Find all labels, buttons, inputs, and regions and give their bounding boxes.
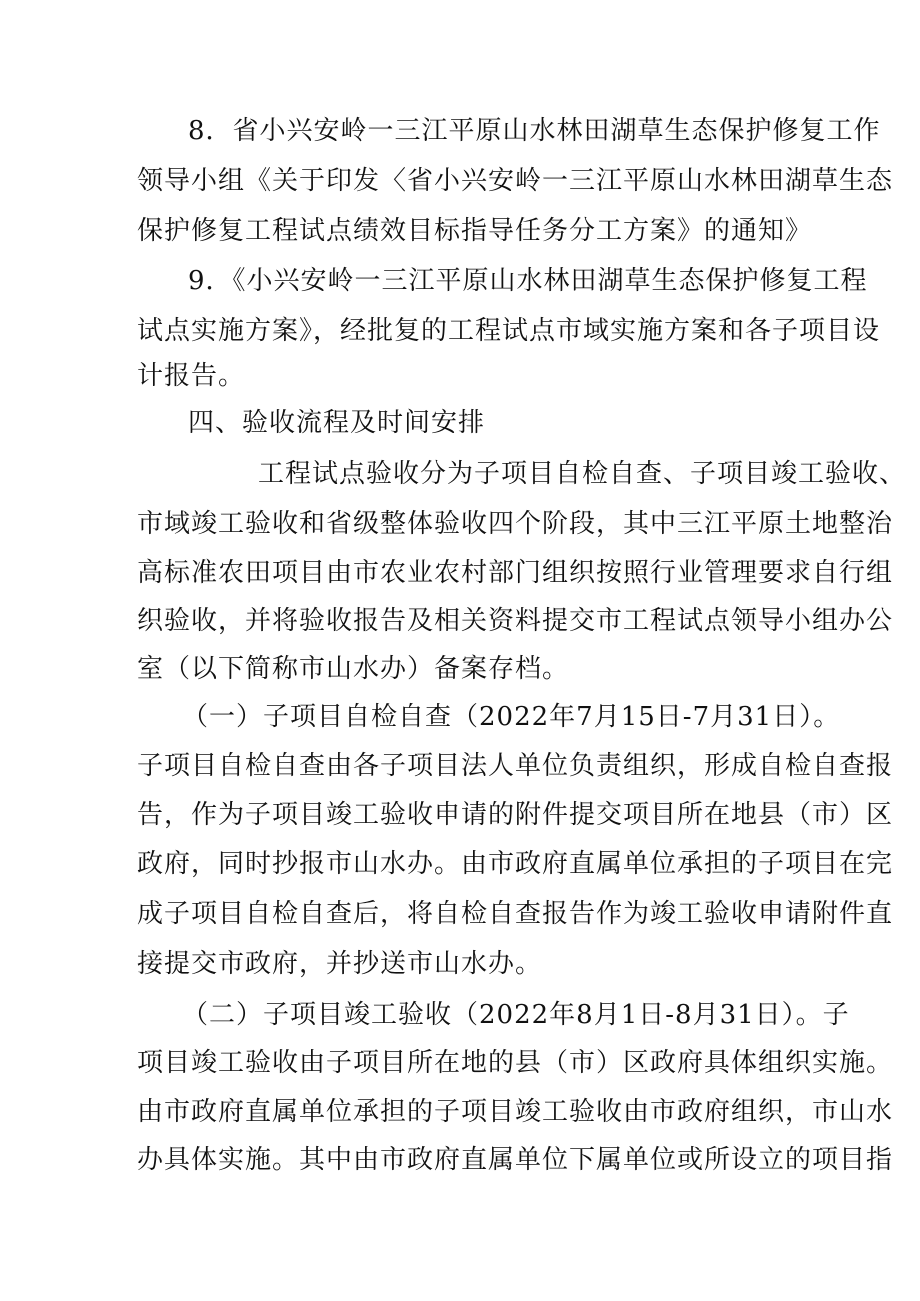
paragraph-line: 办具体实施。其中由市政府直属单位下属单位或所设立的项目指 [137,1145,894,1175]
paragraph-line: 政府，同时抄报市山水办。由市政府直属单位承担的子项目在完 [137,849,894,879]
paragraph-line: 保护修复工程试点绩效目标指导任务分工方案》的通知》 [137,216,813,246]
paragraph-line: 高标准农田项目由市农业农村部门组织按照行业管理要求自行组 [137,558,894,588]
paragraph-line: 接提交市政府，并抄送市山水办。 [137,949,543,979]
subsection-heading: （二）子项目竣工验收（2022年8月1日-8月31日）。子 [182,1000,850,1030]
paragraph-line: 计报告。 [137,361,246,391]
subsection-heading: （一）子项目自检自查（2022年7月15日-7月31日）。 [182,702,841,732]
section-heading: 四、验收流程及时间安排 [188,408,486,438]
paragraph-line: 织验收，并将验收报告及相关资料提交市工程试点领导小组办公 [137,606,894,636]
paragraph-line: 试点实施方案》，经批复的工程试点市域实施方案和各子项目设 [137,316,881,346]
paragraph-line: 项目竣工验收由子项目所在地的县（市）区政府具体组织实施。 [137,1048,894,1078]
paragraph-line: 工程试点验收分为子项目自检自查、子项目竣工验收、 [258,459,907,489]
paragraph-line: 市域竣工验收和省级整体验收四个阶段，其中三江平原土地整治 [137,509,894,539]
paragraph-line: 8．省小兴安岭一三江平原山水林田湖草生态保护修复工作 [188,116,881,146]
paragraph-line: 成子项目自检自查后，将自检自查报告作为竣工验收申请附件直 [137,899,894,929]
paragraph-line: 由市政府直属单位承担的子项目竣工验收由市政府组织，市山水 [137,1097,894,1127]
paragraph-line: 告，作为子项目竣工验收申请的附件提交项目所在地县（市）区 [137,800,894,830]
paragraph-line: 室（以下简称市山水办）备案存档。 [137,654,570,684]
paragraph-line: 9．《小兴安岭一三江平原山水林田湖草生态保护修复工程 [188,266,868,296]
paragraph-line: 子项目自检自查由各子项目法人单位负责组织，形成自检自查报 [137,751,894,781]
paragraph-line: 领导小组《关于印发〈省小兴安岭一三江平原山水林田湖草生态 [137,166,894,196]
